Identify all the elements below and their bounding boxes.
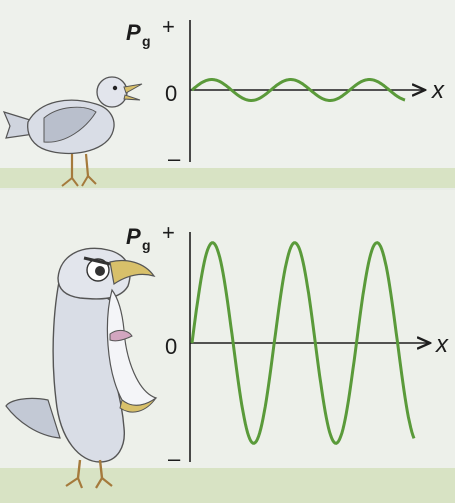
- top-minus-sign: –: [168, 146, 181, 171]
- small-bird-singing-icon: [4, 77, 142, 186]
- bottom-plus-sign: +: [162, 220, 175, 245]
- top-zero-label: 0: [165, 81, 178, 106]
- top-y-label: P: [126, 20, 141, 45]
- top-plus-sign: +: [162, 14, 175, 39]
- top-pressure-graph: [126, 14, 445, 171]
- bottom-x-label: x: [436, 331, 448, 358]
- bottom-pressure-graph: [126, 220, 449, 471]
- bottom-y-label-subscript: g: [142, 237, 151, 253]
- large-bird-shouting-icon: [6, 248, 156, 488]
- bottom-minus-sign: –: [168, 446, 181, 471]
- top-x-label: x: [432, 77, 444, 104]
- bottom-zero-label: 0: [165, 334, 178, 359]
- top-y-label-subscript: g: [142, 33, 151, 49]
- bottom-y-label: P: [126, 224, 141, 249]
